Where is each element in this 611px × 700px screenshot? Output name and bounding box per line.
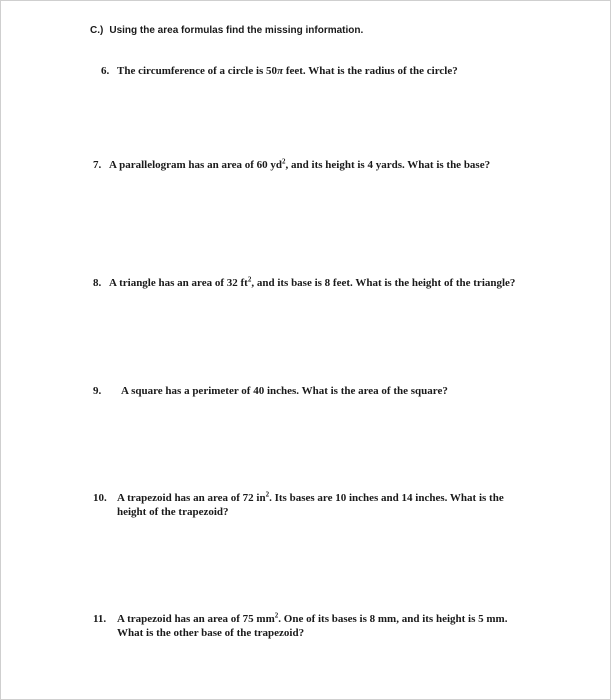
question-text: A triangle has an area of 32 $ft^2$, and its base is 8 feet. What is the height of the triangle? bbox=[109, 275, 516, 289]
question-text: A trapezoid has an area of 75 $mm^2$. One of its bases is 8 mm, and its height is 5 mm. bbox=[117, 611, 508, 625]
question-number: 11. bbox=[93, 613, 107, 625]
superscript: 2 bbox=[282, 157, 286, 166]
question-text: A parallelogram has an area of 60 $yd^2$, and its height is 4 yards. What is the base? bbox=[109, 157, 491, 171]
question-text: The circumference of a circle is 50π feet. What is the radius of the circle? bbox=[117, 65, 458, 77]
question-number: 9. bbox=[93, 385, 102, 397]
superscript: 2 bbox=[265, 490, 270, 499]
section-instruction: Using the area formulas find the missing information. bbox=[109, 25, 364, 36]
superscript: 2 bbox=[274, 611, 279, 620]
question-text: A square has a perimeter of 40 inches. What is the area of the square? bbox=[121, 385, 448, 397]
section-label: C.) bbox=[90, 25, 104, 36]
question-text-line2: What is the other base of the trapezoid? bbox=[117, 627, 305, 639]
question-text: A trapezoid has an area of 72 $in^2$. Its bases are 10 inches and 14 inches. What is the bbox=[117, 490, 504, 504]
question-number: 7. bbox=[93, 159, 102, 171]
question-number: 6. bbox=[101, 65, 110, 77]
question-number: 10. bbox=[93, 492, 107, 504]
section-heading bbox=[90, 25, 363, 36]
question-number: 8. bbox=[93, 277, 102, 289]
pi-symbol: π bbox=[277, 65, 284, 77]
question-text-line2: height of the trapezoid? bbox=[117, 506, 229, 518]
superscript: 2 bbox=[247, 275, 252, 284]
